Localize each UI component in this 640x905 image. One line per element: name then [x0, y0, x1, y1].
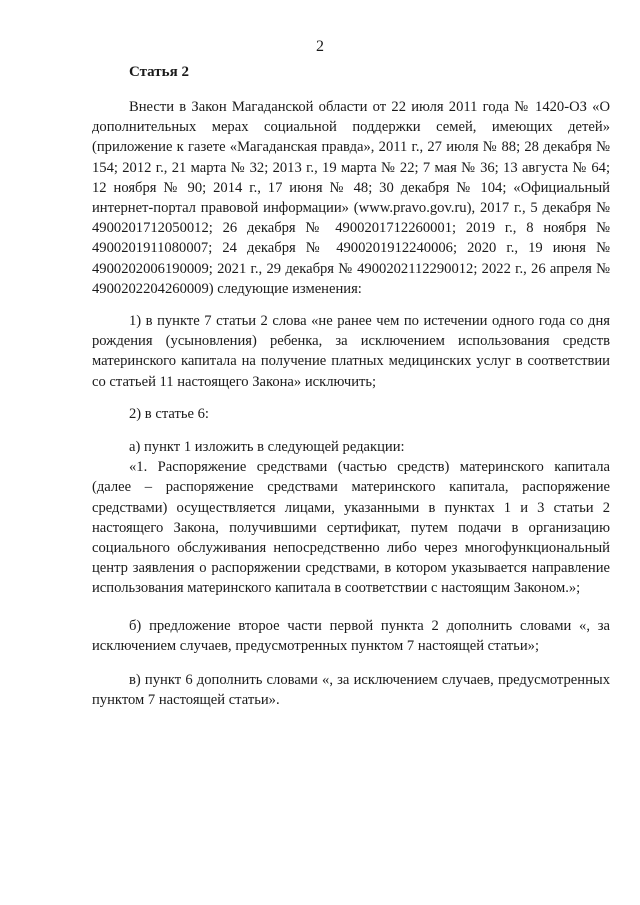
page-number: 2 — [316, 38, 324, 55]
article-title: Статья 2 — [129, 64, 189, 80]
intro-paragraph — [92, 97, 610, 299]
amendment-item-2a — [92, 437, 610, 599]
amendment-item-2v-text: в) пункт 6 дополнить словами «, за исключением случаев, предусмотренных пунктом 7 настоящей статьи». — [92, 672, 610, 709]
amendment-item-1-text: 1) в пункте 7 статьи 2 слова «не ранее чем по истечении одного года со дня рождения (усыновления) ребенка, за исключением использования средств материнского капитала на получение платных медицинских услуг в соответствии со статьей 11 настоящего Закона» исключить; — [92, 313, 610, 390]
amendment-item-2v — [92, 670, 610, 710]
amendment-item-2b-text: б) предложение второе части первой пункта 2 дополнить словами «, за исключением случаев, предусмотренных пунктом 7 настоящей статьи»; — [92, 618, 610, 655]
amendment-item-2b — [92, 616, 610, 656]
amendment-item-1 — [92, 311, 610, 392]
amendment-item-2a-quote: «1. Распоряжение средствами (частью средств) материнского капитала (далее – распоряжение средствами материнского капитала, распоряжение средствами) осуществляется лицами, указанными в пунктах 1 и 3 статьи 2 настоящего Закона, получившими сертификат, путем подачи в организацию социального обслуживания непосредственно либо через многофункциональный центр заявления о распоряжении средствами, в котором указывается направление использования материнского капитала в соответствии с настоящим Законом.»; — [92, 459, 610, 597]
intro-text: Внести в Закон Магаданской области от 22 июля 2011 года № 1420-ОЗ «О дополнительных мерах социальной поддержки семей, имеющих детей» (приложение к газете «Магаданская правда», 2011 г., 27 июля № 88; 28 декабря № 154; 2012 г., 21 марта № 32; 2013 г., 19 марта № 22; 7 мая № 36; 13 августа № 64; 12 ноября № 90; 2014 г., 17 июня № 48; 30 декабря № 104; «Официальный интернет-портал правовой информации» (www.pravo.gov.ru), 2017 г., 5 декабря № 4900201712050012; 26 декабря № 4900201712260001; 2019 г., 8 ноября № 4900201911080007; 24 декабря № 4900201912240006; 2020 г., 19 июня № 4900202006190009; 2021 г., 29 декабря № 4900202112290012; 2022 г., 26 апреля № 4900202204260009) следующие изменения: — [92, 99, 610, 297]
amendment-item-2-text: 2) в статье 6: — [129, 406, 209, 422]
amendment-item-2 — [92, 404, 610, 424]
amendment-item-2a-intro: а) пункт 1 изложить в следующей редакции: — [129, 439, 405, 455]
